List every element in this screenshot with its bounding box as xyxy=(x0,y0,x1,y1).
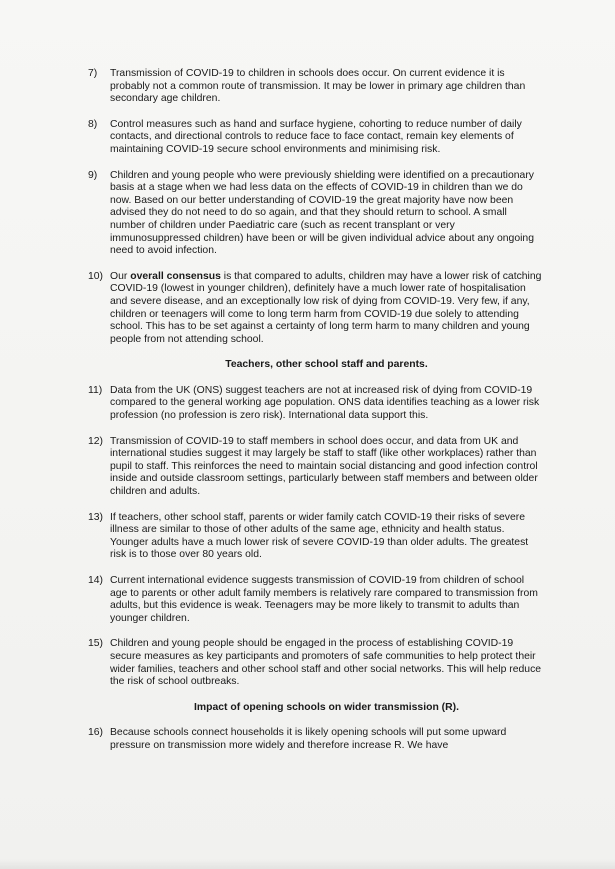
list-item-10 xyxy=(88,271,543,347)
item-text: Transmission of COVID-19 to children in schools does occur. On current evidence it is probably not a common route of transmission. It may be lower in primary age children than secondary age children. xyxy=(110,68,526,105)
item-number: 16) xyxy=(88,727,104,739)
list-item-14 xyxy=(88,575,543,625)
section-heading-teachers: Teachers, other school staff and parents. xyxy=(225,359,428,371)
list-item-9 xyxy=(88,170,543,258)
item-number: 10) xyxy=(88,270,104,282)
list-item-16 xyxy=(88,727,543,752)
item-text: If teachers, other school staff, parents or wider family catch COVID-19 their risks of severe illness are similar to those of other adults of the same age, ethnicity and health status. Younger adults have a much lower risk of severe COVID-19 than older adults. The greatest risk is to those over 80 years old. xyxy=(110,511,529,561)
item-text: Children and young people who were previously shielding were identified on a precautionary basis at a stage when we had less data on the effects of COVID-19 in children than we do now. Based on our better understanding of COVID-19 the great majority have now been advised they do not need to do so again, and that they should return to school. A small number of children under Paediatric care (such as recent transplant or very immunosuppressed children) have been or will be given individual advice about any ongoing need to avoid infection. xyxy=(110,169,534,257)
list-item-13 xyxy=(88,512,543,562)
item-text xyxy=(110,271,543,347)
item-number: 13) xyxy=(88,511,104,523)
item-text-pre: Our xyxy=(110,270,131,282)
item-text: Children and young people should be engaged in the process of establishing COVID-19 secure measures as key participants and promoters of safe communities to help protect their wider families, teachers and other school staff and other social networks. This will help reduce the risk of school outbreaks. xyxy=(110,638,542,688)
list-item-8 xyxy=(88,119,543,157)
item-number: 14) xyxy=(88,575,104,586)
list-item-12 xyxy=(88,436,543,499)
list-item-15 xyxy=(88,638,543,688)
item-number: 9) xyxy=(88,169,98,181)
item-number: 8) xyxy=(88,118,98,130)
item-text: Control measures such as hand and surface hygiene, cohorting to reduce number of daily contacts, and directional controls to reduce face to face contact, remain key elements of maintaining COVID-19 secure school environments and minimising risk. xyxy=(110,118,522,155)
overall-consensus-emphasis: overall consensus xyxy=(130,270,221,282)
item-text: Current international evidence suggests transmission of COVID-19 from children of school age to parents or other adult family members is relatively rare compared to transmission from adults, but this evidence is weak. Teenagers may be more likely to transmit to adults than younger children. xyxy=(110,575,538,624)
list-item-11 xyxy=(88,385,543,423)
item-number: 12) xyxy=(88,435,104,447)
item-text: Transmission of COVID-19 to staff members in school does occur, and data from UK and international studies suggest it may largely be staff to staff (like other workplaces) rather than pupil to staff. This reinforces the need to maintain social distancing and good infection control inside and outside classroom settings, particularly between staff members and between older children and adults. xyxy=(110,435,538,498)
list-item-7 xyxy=(88,68,543,106)
item-number: 7) xyxy=(88,68,98,79)
item-text: Because schools connect households it is likely opening schools will put some upward pressure on transmission more widely and therefore increase R. We have xyxy=(110,727,507,751)
page-bottom-shadow xyxy=(0,859,615,869)
section-heading-transmission: Impact of opening schools on wider transmission (R). xyxy=(194,701,459,713)
item-text-post: is that compared to adults, children may have a lower risk of catching COVID-19 (lowest in younger children), definitely have a much lower rate of hospitalisation and severe disease, and an exceptionally low risk of dying from COVID-19. Very few, if any, children or teenagers will come to long term harm from COVID-19 due solely to attending school. This has to be set against a certainty of long term harm to many children and young people from not attending school. xyxy=(110,270,542,345)
item-number: 15) xyxy=(88,638,104,650)
item-number: 11) xyxy=(88,384,103,396)
item-text: Data from the UK (ONS) suggest teachers are not at increased risk of dying from COVID-19 compared to the general working age population. ONS data identifies teaching as a lower risk profession (no profession is zero risk). International data support this. xyxy=(110,384,540,422)
